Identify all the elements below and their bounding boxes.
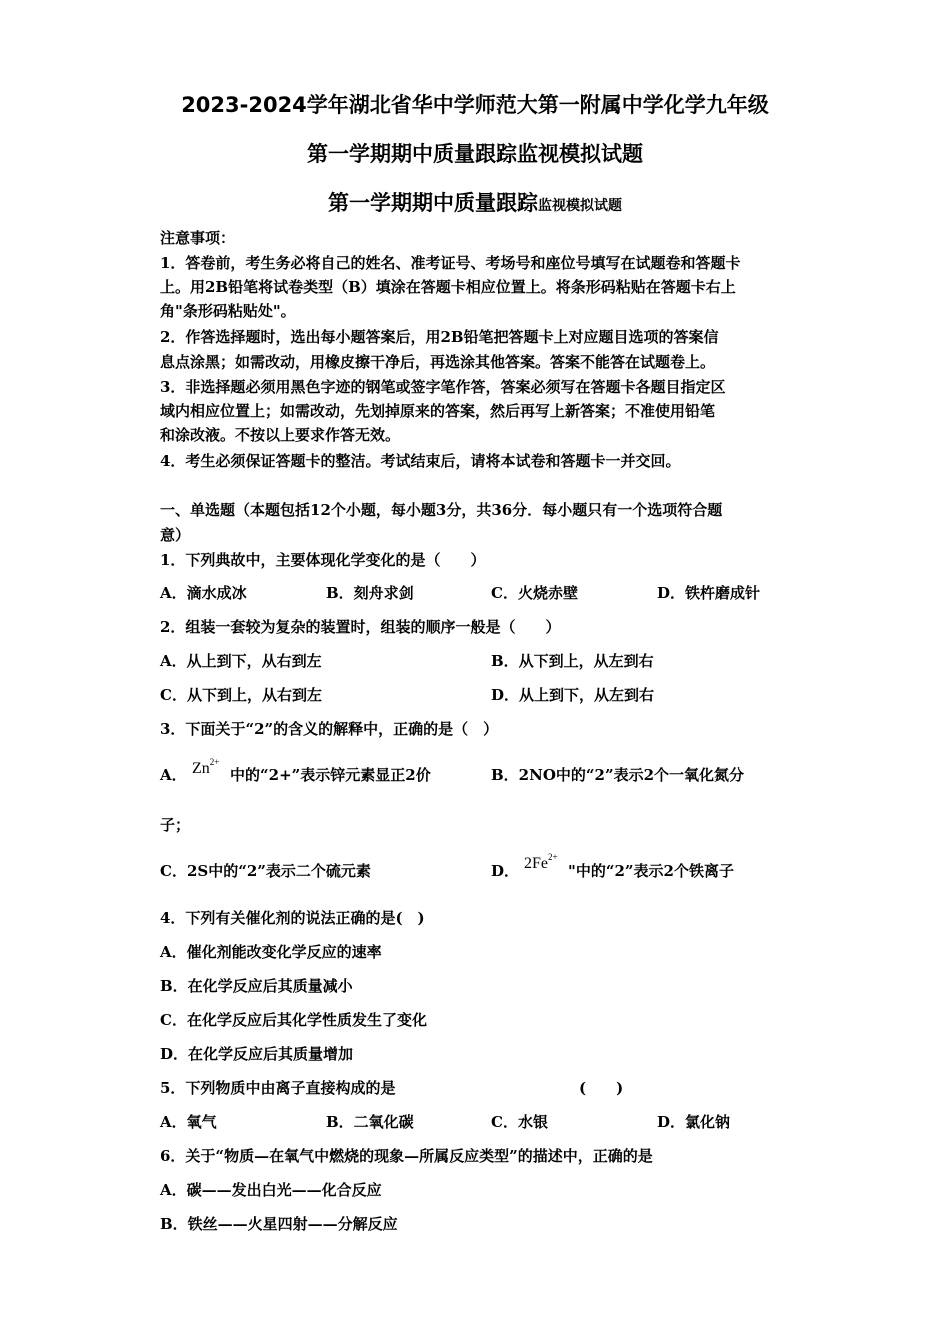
zinc-ion-formula [192, 757, 219, 778]
iron-symbol: 2Fe [524, 855, 548, 872]
notice-line: 3．非选择题必须用黑色字迹的钢笔或签字笔作答，答案必须写在答题卡各题目指定区 [160, 378, 726, 396]
question-3-option-b: B．2NO中的“2”表示2个一氧化氮分 [491, 766, 745, 784]
question-3-option-b-cont: 子； [160, 816, 191, 834]
question-6-stem: 6．关于“物质—在氧气中燃烧的现象—所属反应类型”的描述中，正确的是 [160, 1147, 653, 1165]
question-5-stem: 5．下列物质中由离子直接构成的是 [160, 1079, 396, 1097]
notice-line: 域内相应位置上；如需改动，先划掉原来的答案，然后再写上新答案；不准使用铅笔 [160, 402, 716, 420]
zinc-charge: 2+ [209, 757, 220, 767]
question-6-option-a: A．碳——发出白光——化合反应 [160, 1181, 382, 1199]
question-5-option-a: A．氧气 [160, 1113, 217, 1131]
notice-line: 1．答卷前，考生务必将自己的姓名、准考证号、考场号和座位号填写在试题卷和答题卡 [160, 254, 741, 272]
question-3-option-a-label: A． [160, 766, 187, 784]
question-3-option-d-label: D． [491, 862, 520, 880]
iron-ion-formula [524, 852, 558, 873]
question-4-option-a: A．催化剂能改变化学反应的速率 [160, 943, 382, 961]
question-1-stem: 1．下列典故中，主要体现化学变化的是（ ） [160, 551, 486, 569]
question-3-stem: 3．下面关于“2”的含义的解释中，正确的是（ ） [160, 720, 499, 738]
question-4-stem: 4．下列有关催化剂的说法正确的是( ) [160, 909, 425, 927]
question-5-answer-paren: ( ) [579, 1079, 624, 1097]
notice-heading: 注意事项： [160, 229, 236, 247]
question-3-option-d-text: "中的“2”表示2个铁离子 [568, 862, 734, 880]
notice-line: 息点涂黑；如需改动，用橡皮擦干净后，再选涂其他答案。答案不能答在试题卷上。 [160, 353, 716, 371]
question-1-option-d: D．铁杵磨成针 [657, 584, 761, 602]
section-heading: 一、单选题（本题包括12个小题，每小题3分，共36分．每小题只有一个选项符合题 [160, 501, 723, 519]
notice-line: 2．作答选择题时，选出每小题答案后，用2B铅笔把答题卡上对应题目选项的答案信 [160, 328, 719, 346]
notice-line: 和涂改液。不按以上要求作答无效。 [160, 426, 401, 444]
question-5-option-d: D．氯化钠 [657, 1113, 731, 1131]
question-2-stem: 2．组装一套较为复杂的装置时，组装的顺序一般是（ ） [160, 618, 561, 636]
title-line-3-small: 监视模拟试题 [538, 198, 622, 214]
section-heading-cont: 意） [160, 526, 191, 544]
question-2-option-b: B．从下到上，从左到右 [491, 652, 654, 670]
question-1-option-a: A．滴水成冰 [160, 584, 247, 602]
zinc-symbol: Zn [192, 760, 210, 777]
question-3-option-c: C．2S中的“2”表示二个硫元素 [160, 862, 371, 880]
iron-charge: 2+ [548, 852, 558, 862]
notice-line: 4．考生必须保证答题卡的整洁。考试结束后，请将本试卷和答题卡一并交回。 [160, 452, 681, 470]
title-line-3 [0, 187, 950, 217]
question-4-option-c: C．在化学反应后其化学性质发生了变化 [160, 1011, 427, 1029]
notice-line: 角"条形码粘贴处"。 [160, 302, 296, 320]
question-3-option-a-text: 中的“2+”表示锌元素显正2价 [230, 766, 431, 784]
title-line-2: 第一学期期中质量跟踪监视模拟试题 [307, 142, 643, 166]
question-1-option-c: C．火烧赤壁 [491, 584, 578, 602]
question-4-option-d: D．在化学反应后其质量增加 [160, 1045, 354, 1063]
title-line-1: 2023-2024学年湖北省华中学师范大第一附属中学化学九年级 [181, 93, 769, 117]
question-2-option-c: C．从下到上，从右到左 [160, 686, 322, 704]
question-2-option-a: A．从上到下，从右到左 [160, 652, 322, 670]
notice-line: 上。用2B铅笔将试卷类型（B）填涂在答题卡相应位置上。将条形码粘贴在答题卡右上 [160, 278, 736, 296]
question-4-option-b: B．在化学反应后其质量减小 [160, 977, 353, 995]
title-line-3-main: 第一学期期中质量跟踪 [328, 191, 538, 215]
question-2-option-d: D．从上到下，从左到右 [491, 686, 655, 704]
question-1-option-b: B．刻舟求剑 [326, 584, 414, 602]
question-5-option-b: B．二氧化碳 [326, 1113, 414, 1131]
question-5-option-c: C．水银 [491, 1113, 548, 1131]
question-6-option-b: B．铁丝——火星四射——分解反应 [160, 1215, 398, 1233]
